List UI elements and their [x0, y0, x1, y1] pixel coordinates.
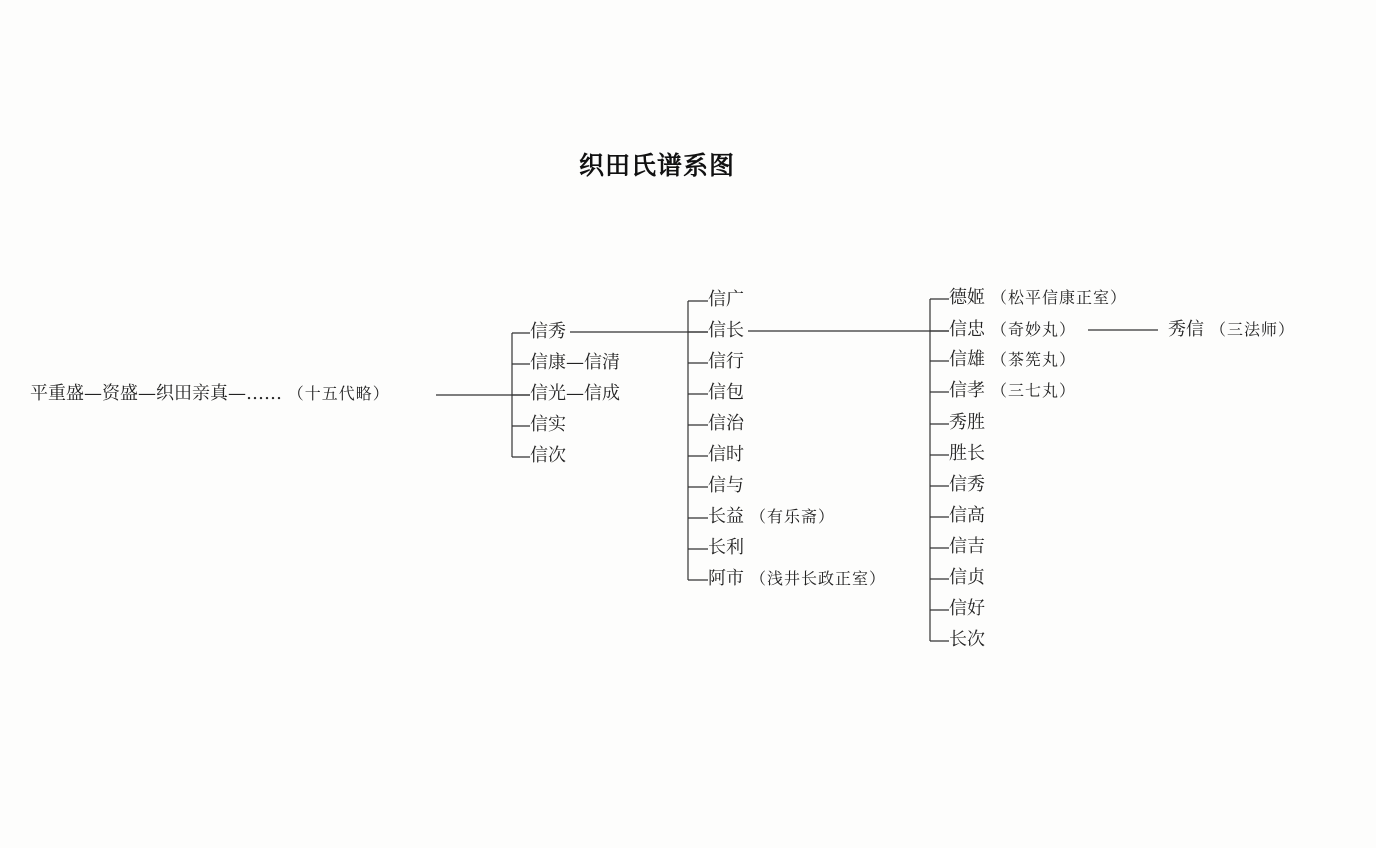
gen1-node	[530, 384, 620, 404]
page-title: 织田氏谱系图	[579, 151, 736, 180]
gen3-node: 德姬 （松平信康正室）	[949, 287, 1128, 308]
gen2-node: 阿市 （浅井长政正室）	[708, 568, 887, 589]
gen3-note: （茶筅丸）	[991, 350, 1077, 369]
gen3-node: 信高	[949, 505, 985, 526]
gen2-node: 信广	[708, 289, 744, 310]
gen3-node: 胜长	[949, 443, 985, 464]
gen3-node: 长次	[949, 629, 985, 650]
gen1-node: 信次	[530, 445, 566, 466]
dash: —	[566, 352, 584, 373]
gen4-node	[1168, 320, 1295, 340]
root-note: （十五代略）	[287, 384, 390, 403]
gen2-node: 信治	[708, 413, 744, 434]
gen1-child: 信成	[584, 383, 620, 404]
ellipsis: ……	[246, 383, 282, 404]
gen1-name: 信光	[530, 383, 566, 404]
dash: —	[566, 383, 584, 404]
ancestor-2: 资盛	[102, 383, 138, 404]
gen3-note: （三七丸）	[991, 381, 1077, 400]
dash: —	[138, 383, 156, 404]
gen3-note: （松平信康正室）	[991, 288, 1128, 307]
gen2-note: （有乐斋）	[750, 507, 836, 526]
gen3-node: 信好	[949, 598, 985, 619]
gen1-child: 信清	[584, 352, 620, 373]
gen3-node: 信雄 （茶筅丸）	[949, 349, 1077, 370]
gen2-node: 信包	[708, 382, 744, 403]
gen4-note: （三法师）	[1210, 320, 1296, 339]
gen1-name: 信康	[530, 352, 566, 373]
gen2-node: 信行	[708, 351, 744, 372]
gen3-node: 信忠 （奇妙丸）	[949, 319, 1077, 340]
dash: —	[228, 383, 246, 404]
gen3-node: 秀胜	[949, 412, 985, 433]
gen3-node: 信孝 （三七丸）	[949, 380, 1077, 401]
root-lineage	[30, 384, 390, 404]
ancestor-1: 平重盛	[30, 383, 84, 404]
gen2-node: 长利	[708, 537, 744, 558]
gen2-note: （浅井长政正室）	[750, 569, 887, 588]
ancestor-3: 织田亲真	[156, 383, 228, 404]
gen4-name: 秀信	[1168, 319, 1204, 340]
gen3-note: （奇妙丸）	[991, 320, 1077, 339]
dash: —	[84, 383, 102, 404]
gen2-node: 信时	[708, 444, 744, 465]
gen3-node: 信贞	[949, 567, 985, 588]
gen2-node: 长益 （有乐斋）	[708, 506, 836, 527]
gen1-node: 信实	[530, 414, 566, 435]
gen3-node: 信吉	[949, 536, 985, 557]
gen1-node: 信秀	[530, 321, 566, 342]
gen1-node	[530, 353, 620, 373]
gen2-node: 信与	[708, 475, 744, 496]
gen3-node: 信秀	[949, 474, 985, 495]
gen2-node: 信长	[708, 320, 744, 341]
